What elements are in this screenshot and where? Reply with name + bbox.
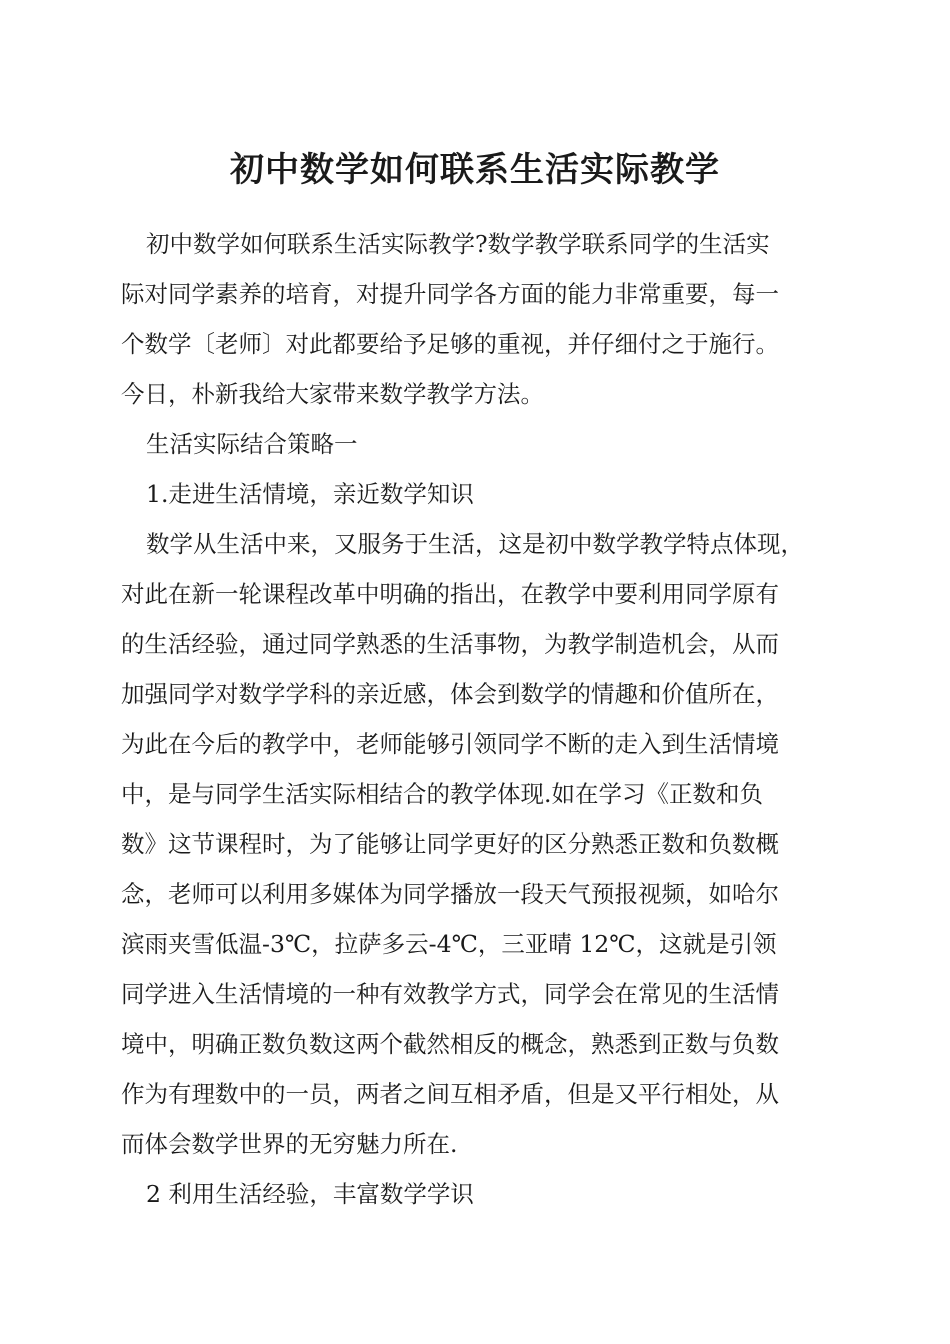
text-line: 境中，明确正数负数这两个截然相反的概念，熟悉到正数与负数 <box>121 1030 779 1058</box>
text-line: 今日，朴新我给大家带来数学教学方法。 <box>121 380 544 408</box>
section-heading: 生活实际结合策略一 <box>146 430 358 458</box>
subsection-heading: 1.走进生活情境，亲近数学知识 <box>146 480 474 508</box>
document-title: 初中数学如何联系生活实际教学 <box>230 150 720 190</box>
text-line: 为此在今后的教学中，老师能够引领同学不断的走入到生活情境 <box>121 730 779 758</box>
text-line: 同学进入生活情境的一种有效教学方式，同学会在常见的生活情 <box>121 980 779 1008</box>
text-line: 而体会数学世界的无穷魅力所在. <box>121 1130 458 1158</box>
text-line: 滨雨夹雪低温-3℃，拉萨多云-4℃，三亚晴 12℃，这就是引领 <box>121 930 777 958</box>
text-line: 中，是与同学生活实际相结合的教学体现.如在学习《正数和负 <box>121 780 763 808</box>
text-line: 的生活经验，通过同学熟悉的生活事物，为教学制造机会，从而 <box>121 630 779 658</box>
text-line: 个数学〔老师〕对此都要给予足够的重视，并仔细付之于施行。 <box>121 330 779 358</box>
text-line: 加强同学对数学学科的亲近感，体会到数学的情趣和价值所在， <box>121 680 779 708</box>
subsection-heading: 2 利用生活经验，丰富数学学识 <box>146 1180 474 1208</box>
text-line: 数学从生活中来，又服务于生活，这是初中数学教学特点体现， <box>146 530 804 558</box>
text-line: 际对同学素养的培育，对提升同学各方面的能力非常重要，每一 <box>121 280 779 308</box>
text-line: 对此在新一轮课程改革中明确的指出，在教学中要利用同学原有 <box>121 580 779 608</box>
text-line: 作为有理数中的一员，两者之间互相矛盾，但是又平行相处，从 <box>121 1080 779 1108</box>
text-line: 初中数学如何联系生活实际教学?数学教学联系同学的生活实 <box>146 230 770 258</box>
text-line: 念，老师可以利用多媒体为同学播放一段天气预报视频，如哈尔 <box>121 880 779 908</box>
text-line: 数》这节课程时，为了能够让同学更好的区分熟悉正数和负数概 <box>121 830 779 858</box>
